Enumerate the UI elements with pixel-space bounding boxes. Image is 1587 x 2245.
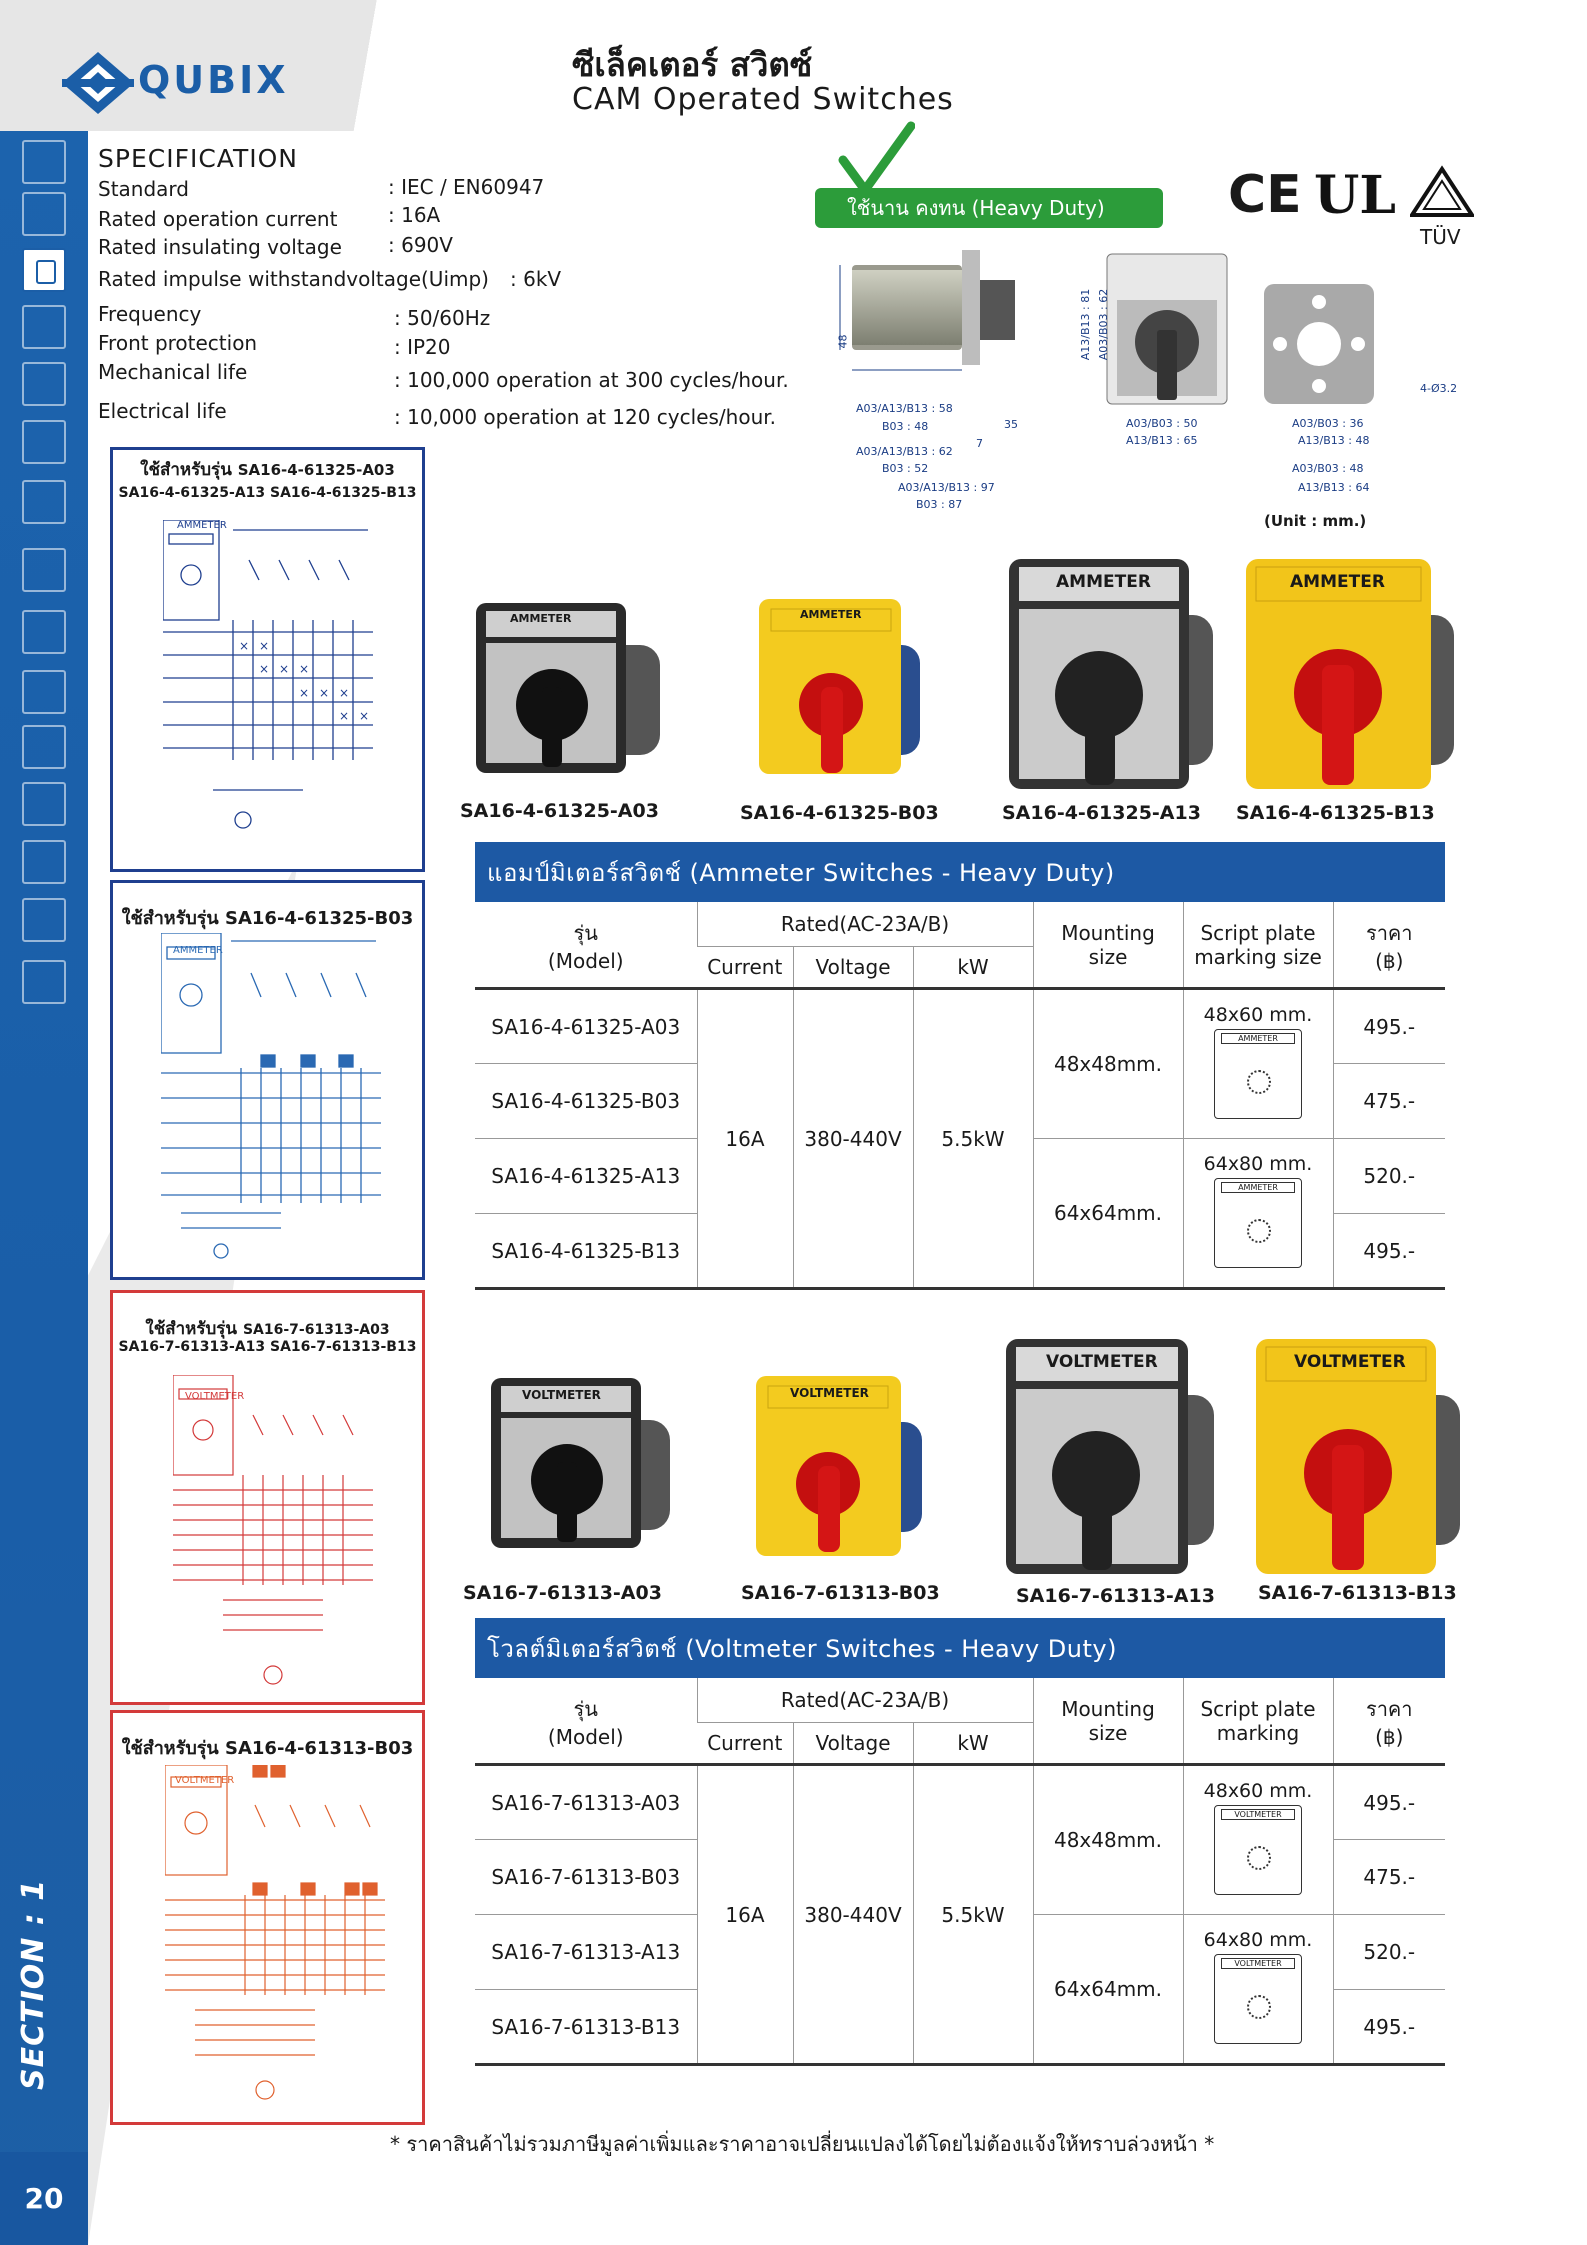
spec-value: : IP20: [394, 335, 451, 359]
header-model-en: (Model): [547, 1724, 624, 1749]
kw-value: 5.5kW: [913, 1765, 1033, 2065]
table-row-model: SA16-7-61313-B03: [475, 1840, 697, 1915]
table-row-model: SA16-4-61325-A03: [475, 989, 697, 1064]
product-model-label: SA16-7-61313-B13: [1258, 1582, 1457, 1604]
svg-text:×: ×: [279, 662, 290, 676]
diagram-plate-label: VOLTMETER: [185, 1391, 245, 1402]
unit-note: (Unit : mm.): [1264, 512, 1367, 530]
header-price-2: (฿): [1375, 1724, 1404, 1749]
product-photo: [752, 1372, 927, 1572]
table-row-model: SA16-7-61313-A13: [475, 1915, 697, 1990]
mounting-large: 64x64mm.: [1033, 1139, 1183, 1289]
ul-mark-icon: [1312, 165, 1402, 225]
front-view-drawing: [1105, 250, 1235, 410]
price-footnote: * ราคาสินค้าไม่รวมภาษีมูลค่าเพิ่มและราคาอาจเปลี่ยนแปลงได้โดยไม่ต้องแจ้งให้ทราบล่วงหน้า *: [390, 2132, 1215, 2156]
header-mounting-1: Mounting: [1061, 1696, 1155, 1721]
diagram-caption-prefix: ใช้สำหรับรุ่น: [140, 460, 232, 480]
script-plate-label: AMMETER: [1221, 1182, 1295, 1193]
voltmeter-price-table: [475, 1678, 1445, 2066]
diagram-caption-model: SA16-4-61325-A03: [237, 461, 395, 479]
header-current: Current: [697, 1723, 793, 1765]
product-model-label: SA16-4-61325-A03: [460, 800, 659, 822]
ammeter-wiring-diagram: [163, 520, 373, 830]
mounting-small: 48x48mm.: [1033, 1765, 1183, 1915]
header-mounting: [1033, 902, 1183, 989]
script-plate-label: VOLTMETER: [1221, 1809, 1295, 1820]
header-price-1: ราคา: [1365, 920, 1413, 945]
header-mounting-2: size: [1088, 944, 1128, 969]
nav-connector-icon[interactable]: [22, 725, 66, 769]
spec-value: : 50/60Hz: [394, 306, 491, 330]
nav-socket-icon[interactable]: [22, 610, 66, 654]
product-photo: [1252, 1335, 1462, 1585]
nav-breaker-icon[interactable]: [22, 192, 66, 236]
header-model-en: (Model): [547, 948, 624, 973]
product-model-label: SA16-7-61313-A03: [463, 1582, 662, 1604]
header-price-2: (฿): [1375, 948, 1404, 973]
voltmeter-table-title: โวลต์มิเตอร์สวิตช์ (Voltmeter Switches - Heavy Duty): [475, 1618, 1445, 1678]
dim-label: A03/B03 : 48: [1292, 462, 1364, 475]
nav-terminal-icon[interactable]: [22, 420, 66, 464]
dim-label: A03/A13/B13 : 62: [856, 445, 953, 458]
dim-label: B03 : 52: [882, 462, 929, 475]
page-number: 20: [0, 2152, 88, 2245]
product-plate-text: AMMETER: [800, 608, 862, 621]
product-plate-text: AMMETER: [1290, 572, 1385, 592]
diagram-caption-prefix: ใช้สำหรับรุ่น: [145, 1319, 238, 1339]
script-plate-label: AMMETER: [1221, 1033, 1295, 1044]
product-plate-text: AMMETER: [1056, 572, 1151, 592]
diagram-caption-prefix: ใช้สำหรับรุ่น: [121, 1738, 219, 1759]
header-script-2: marking: [1216, 1720, 1300, 1745]
table-row-model: SA16-7-61313-B13: [475, 1990, 697, 2065]
script-plate-large: [1183, 1915, 1333, 2065]
header-script: [1183, 1678, 1333, 1765]
script-plate-dial-icon: [1214, 1805, 1302, 1895]
spec-value: : 100,000 operation at 300 cycles/hour.: [394, 368, 789, 392]
spec-label: Standard: [98, 177, 189, 201]
script-plate-dial-icon: [1214, 1954, 1302, 2044]
script-plate-size: 64x80 mm.: [1203, 1929, 1313, 1951]
header-kw: kW: [913, 1723, 1033, 1765]
dim-label: A03/B03 : 62: [1097, 288, 1111, 361]
diagram-plate-label: VOLTMETER: [175, 1775, 235, 1786]
product-model-label: SA16-4-61325-B03: [740, 802, 939, 824]
page-title-english: CAM Operated Switches: [572, 82, 954, 117]
spec-label: Front protection: [98, 331, 258, 355]
header-model-th: รุ่น: [573, 920, 598, 945]
brand-name: QUBIX: [138, 58, 289, 102]
table-row-model: SA16-7-61313-A03: [475, 1765, 697, 1840]
dim-label: B03 : 48: [882, 420, 929, 433]
side-view-drawing: [830, 240, 1030, 420]
header-rated: Rated(AC-23A/B): [697, 902, 1033, 947]
dim-label: A13/B13 : 65: [1126, 434, 1198, 447]
script-plate-size: 48x60 mm.: [1203, 1004, 1313, 1026]
tuv-triangle-icon: [1410, 165, 1474, 219]
header-script-1: Script plate: [1200, 920, 1316, 945]
header-mounting-2: size: [1088, 1720, 1128, 1745]
table-row-model: SA16-4-61325-B03: [475, 1064, 697, 1139]
product-photo: [1002, 1335, 1217, 1585]
spec-value: : 10,000 operation at 120 cycles/hour.: [394, 405, 776, 429]
qubix-logo-icon: [58, 48, 138, 118]
table-row-model: SA16-4-61325-A13: [475, 1139, 697, 1214]
header-model-th: รุ่น: [573, 1696, 598, 1721]
voltage-value: 380-440V: [793, 1765, 913, 2065]
script-plate-size: 64x80 mm.: [1203, 1153, 1313, 1175]
mounting-large: 64x64mm.: [1033, 1915, 1183, 2065]
script-plate-label: VOLTMETER: [1221, 1958, 1295, 1969]
voltmeter-b-wiring-diagram: [165, 1765, 385, 2105]
mounting-plate-drawing: [1260, 280, 1380, 410]
spec-value: : IEC / EN60947: [388, 175, 545, 199]
dim-label: A13/B13 : 64: [1298, 481, 1370, 494]
header-script: [1183, 902, 1333, 989]
spec-label: Frequency: [98, 302, 202, 326]
kw-value: 5.5kW: [913, 989, 1033, 1289]
dim-hole-label: 4-Ø3.2: [1420, 382, 1458, 395]
ammeter-price-table: [475, 902, 1445, 1290]
product-model-label: SA16-4-61325-B13: [1236, 802, 1435, 824]
svg-text:×: ×: [299, 686, 310, 700]
voltmeter-wiring-diagram: [173, 1375, 373, 1695]
nav-plug-icon[interactable]: [22, 898, 66, 942]
spec-label: Mechanical life: [98, 360, 248, 384]
dim-label: 35: [1004, 418, 1018, 431]
spec-label: Rated operation current: [98, 207, 338, 231]
header-voltage: Voltage: [793, 947, 913, 989]
product-model-label: SA16-7-61313-B03: [741, 1582, 940, 1604]
wiring-diagram-ammeter-a: [110, 447, 425, 872]
nav-box-icon[interactable]: [22, 670, 66, 714]
nav-contactor-icon[interactable]: [22, 305, 66, 349]
nav-relay-icon[interactable]: [22, 362, 66, 406]
product-model-label: SA16-7-61313-A13: [1016, 1585, 1215, 1607]
header-price: [1333, 1678, 1445, 1765]
svg-text:×: ×: [359, 709, 370, 723]
product-plate-text: VOLTMETER: [1046, 1352, 1158, 1372]
price-value: 475.-: [1333, 1064, 1445, 1139]
svg-text:×: ×: [239, 639, 250, 653]
product-plate-text: VOLTMETER: [1294, 1352, 1406, 1372]
nav-panel-icon[interactable]: [22, 840, 66, 884]
script-plate-size: 48x60 mm.: [1203, 1780, 1313, 1802]
script-plate-large: [1183, 1139, 1333, 1289]
dim-height: 48: [836, 334, 850, 349]
price-value: 520.-: [1333, 1139, 1445, 1214]
nav-lamp-icon[interactable]: [22, 782, 66, 826]
spec-value: : 690V: [388, 233, 453, 257]
price-value: 495.-: [1333, 989, 1445, 1064]
section-label: SECTION : 1: [16, 1878, 51, 2090]
current-value: 16A: [697, 1765, 793, 2065]
spec-label: Rated insulating voltage: [98, 235, 342, 259]
table-row-model: SA16-4-61325-B13: [475, 1214, 697, 1289]
current-value: 16A: [697, 989, 793, 1289]
dim-label: 7: [976, 437, 983, 450]
diagram-caption-prefix: ใช้สำหรับรุ่น: [121, 908, 219, 929]
nav-outlet-icon[interactable]: [22, 960, 66, 1004]
diagram-caption-model: SA16-4-61313-B03: [225, 1738, 414, 1759]
price-value: 475.-: [1333, 1840, 1445, 1915]
header-rated: Rated(AC-23A/B): [697, 1678, 1033, 1723]
nav-cam-switch-icon[interactable]: [22, 248, 66, 292]
dim-label: A03/A13/B13 : 97: [898, 481, 995, 494]
diagram-caption-models: SA16-7-61313-A13 SA16-7-61313-B13: [118, 1339, 417, 1355]
price-value: 495.-: [1333, 1214, 1445, 1289]
header-mounting: [1033, 1678, 1183, 1765]
price-value: 495.-: [1333, 1990, 1445, 2065]
header-current: Current: [697, 947, 793, 989]
wiring-diagram-ammeter-b: [110, 880, 425, 1280]
spec-heading: SPECIFICATION: [98, 144, 298, 173]
dim-label: A03/A13/B13 : 58: [856, 402, 953, 415]
script-plate-small: [1183, 989, 1333, 1139]
product-model-label: SA16-4-61325-A13: [1002, 802, 1201, 824]
product-plate-text: AMMETER: [510, 612, 572, 625]
dim-label: A03/B03 : 50: [1126, 417, 1198, 430]
header-voltage: Voltage: [793, 1723, 913, 1765]
header-mounting-1: Mounting: [1061, 920, 1155, 945]
diagram-plate-label: AMMETER: [173, 945, 223, 956]
svg-text:×: ×: [259, 662, 270, 676]
price-value: 495.-: [1333, 1765, 1445, 1840]
svg-text:×: ×: [259, 639, 270, 653]
spec-value: : 6kV: [510, 267, 562, 291]
ammeter-b-wiring-diagram: [161, 933, 381, 1263]
product-plate-text: VOLTMETER: [790, 1386, 869, 1400]
mounting-small: 48x48mm.: [1033, 989, 1183, 1139]
product-plate-text: VOLTMETER: [522, 1388, 601, 1402]
spec-label: Electrical life: [98, 399, 227, 423]
diagram-caption-model: SA16-7-61313-A03: [242, 1322, 390, 1338]
header-model: [475, 1678, 697, 1765]
header-price: [1333, 902, 1445, 989]
header-script-1: Script plate: [1200, 1696, 1316, 1721]
header-kw: kW: [913, 947, 1033, 989]
script-plate-dial-icon: [1214, 1178, 1302, 1268]
dim-label: A13/B13 : 48: [1298, 434, 1370, 447]
dim-label: A03/B03 : 36: [1292, 417, 1364, 430]
wiring-diagram-voltmeter-b: [110, 1710, 425, 2125]
nav-tool-icon[interactable]: [22, 548, 66, 592]
diagram-plate-label: AMMETER: [177, 520, 227, 531]
ammeter-table-title: แอมป์มิเตอร์สวิตช์ (Ammeter Switches - Heavy Duty): [475, 842, 1445, 902]
header-script-2: marking size: [1194, 944, 1322, 969]
script-plate-small: [1183, 1765, 1333, 1915]
wiring-diagram-voltmeter-a: [110, 1290, 425, 1705]
spec-label: Rated impulse withstandvoltage(Uimp): [98, 267, 489, 291]
svg-text:×: ×: [339, 686, 350, 700]
price-value: 520.-: [1333, 1915, 1445, 1990]
header-price-1: ราคา: [1365, 1696, 1413, 1721]
svg-text:×: ×: [339, 709, 350, 723]
product-photo: [755, 595, 925, 785]
nav-fuse-icon[interactable]: [22, 480, 66, 524]
ce-mark-icon: CE: [1228, 165, 1302, 225]
diagram-caption-model: SA16-4-61325-B03: [225, 908, 414, 929]
script-plate-dial-icon: [1214, 1029, 1302, 1119]
header-model: [475, 902, 697, 989]
svg-text:UL: UL: [1314, 165, 1396, 225]
diagram-caption-models: SA16-4-61325-A13 SA16-4-61325-B13: [118, 485, 417, 501]
svg-text:×: ×: [319, 686, 330, 700]
voltage-value: 380-440V: [793, 989, 913, 1289]
dim-label: B03 : 87: [916, 498, 963, 511]
page-title-thai: ซีเล็คเตอร์ สวิตซ์: [572, 45, 813, 84]
heavy-duty-badge: ใช้นาน คงทน (Heavy Duty): [815, 188, 1163, 228]
nav-meter-icon[interactable]: [22, 140, 66, 184]
svg-text:×: ×: [299, 662, 310, 676]
spec-value: : 16A: [388, 203, 441, 227]
tuv-label: TÜV: [1420, 225, 1461, 249]
dim-label: A13/B13 : 81: [1079, 288, 1093, 361]
